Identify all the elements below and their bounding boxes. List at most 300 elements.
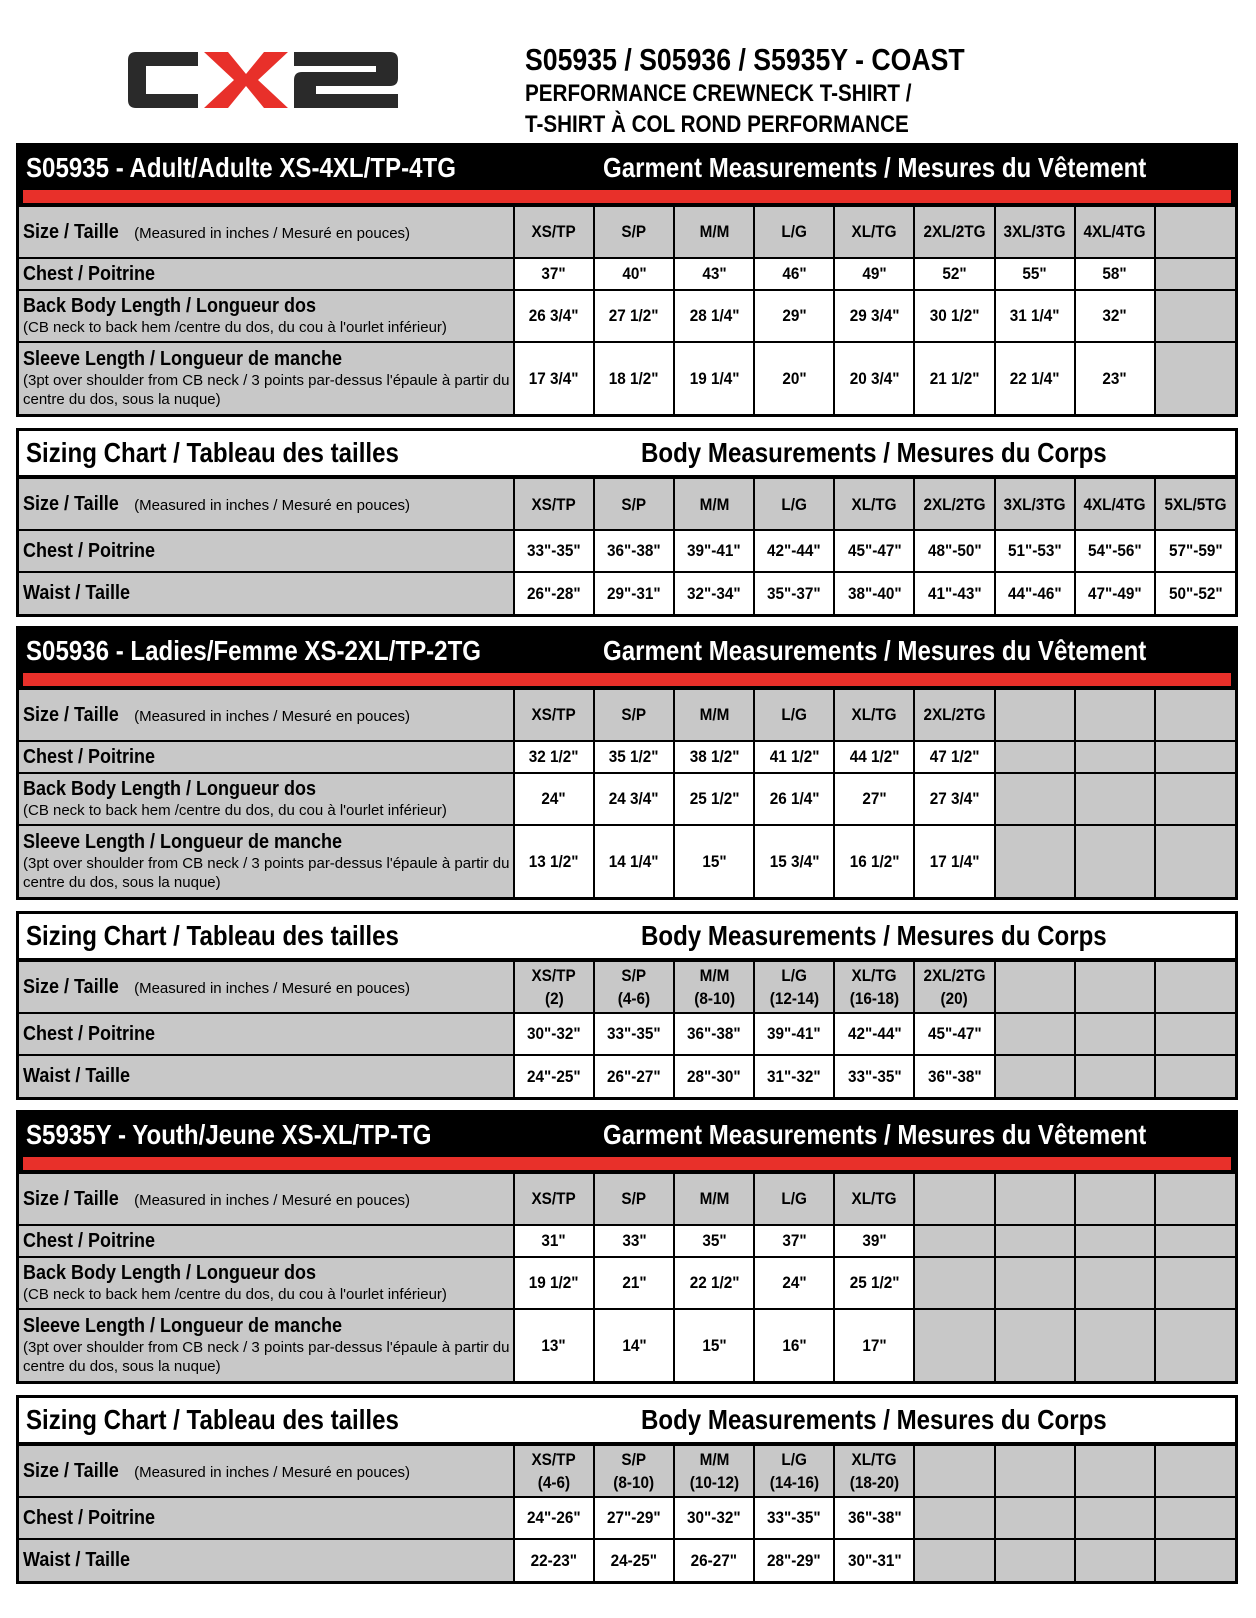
row-label: Waist / Taille	[23, 1065, 131, 1087]
table-cell	[754, 1445, 834, 1497]
row-header	[19, 1013, 514, 1055]
cell-value: 48"-50"	[927, 541, 982, 560]
table-cell	[514, 1055, 594, 1097]
cell-value: 14"	[621, 1335, 647, 1355]
row-header	[19, 478, 514, 530]
cell-value: L/G	[781, 966, 808, 985]
cell-value: S/P	[621, 222, 647, 241]
cell-value: 2XL/2TG	[923, 222, 986, 241]
table-cell	[594, 1497, 674, 1539]
row-note: (3pt over shoulder from CB neck / 3 points par-dessus l'épaule à partir du centre du dos, sous la nuque)	[23, 1339, 510, 1375]
cell-value: 29 3/4"	[849, 306, 900, 325]
garment-grid	[19, 205, 1235, 414]
table-row	[19, 773, 1235, 825]
table-cell	[514, 1539, 594, 1581]
table-row	[19, 530, 1235, 572]
table-cell	[834, 825, 914, 897]
table-cell	[754, 1173, 834, 1225]
table-cell	[834, 290, 914, 342]
row-label: Size / Taille	[23, 1187, 119, 1210]
table-cell	[674, 1497, 754, 1539]
table-cell	[914, 572, 994, 614]
table-cell	[514, 478, 594, 530]
cell-value: 38 1/2"	[689, 747, 740, 766]
table-cell	[1155, 258, 1235, 290]
body-table	[16, 428, 1238, 617]
table-cell	[754, 1055, 834, 1097]
cell-value: S/P	[621, 705, 647, 724]
cell-value: 16 1/2"	[849, 851, 900, 871]
cell-value: XL/TG	[851, 966, 897, 985]
row-label: Chest / Poitrine	[23, 1022, 156, 1045]
cell-value: XL/TG	[851, 1450, 897, 1469]
table-cell	[914, 258, 994, 290]
table-cell	[834, 530, 914, 572]
table-cell	[1155, 1225, 1235, 1257]
table-cell	[914, 1257, 994, 1309]
table-cell	[674, 1309, 754, 1381]
table-cell	[834, 572, 914, 614]
row-label: Waist / Taille	[23, 582, 131, 604]
table-cell	[514, 825, 594, 897]
cell-value: XS/TP	[531, 222, 577, 241]
table-cell	[995, 1173, 1075, 1225]
table-cell	[834, 1225, 914, 1257]
cell-value: S/P	[621, 966, 647, 985]
cell-value: 26"-28"	[527, 583, 581, 603]
table-cell	[834, 1173, 914, 1225]
cell-value: 30"-32"	[687, 1508, 742, 1527]
cell-value: 17 3/4"	[529, 368, 579, 388]
cell-value: 44 1/2"	[849, 747, 900, 766]
table-cell	[1155, 290, 1235, 342]
garment-table	[16, 1110, 1238, 1384]
table-cell	[1155, 961, 1235, 1013]
table-row	[19, 741, 1235, 773]
table-cell	[674, 1055, 754, 1097]
cell-value: 3XL/3TG	[1003, 494, 1066, 514]
cell-value: 50"-52"	[1168, 583, 1223, 603]
table-cell	[754, 1013, 834, 1055]
table-cell	[1075, 825, 1155, 897]
table-row	[19, 206, 1235, 258]
table-cell	[834, 342, 914, 414]
row-header	[19, 773, 514, 825]
cell-value: 33"-35"	[527, 541, 581, 560]
garment-table-title: S05935 - Adult/Adulte XS-4XL/TP-4TG	[26, 152, 456, 183]
table-cell	[914, 773, 994, 825]
cell-value: 35"-37"	[767, 583, 822, 603]
cell-value: 36"-38"	[687, 1024, 742, 1043]
table-cell	[594, 258, 674, 290]
cell-value: 52"	[942, 264, 967, 283]
table-cell	[995, 342, 1075, 414]
table-cell	[1075, 1013, 1155, 1055]
table-cell	[834, 1055, 914, 1097]
body-grid	[19, 1444, 1235, 1581]
cell-value: (8-10)	[613, 1473, 655, 1492]
row-header	[19, 1173, 514, 1225]
row-label: Chest / Poitrine	[23, 1506, 156, 1529]
garment-heading: Garment Measurements / Mesures du Vêtement	[603, 635, 1147, 666]
table-cell	[914, 1497, 994, 1539]
table-cell	[1155, 342, 1235, 414]
cell-value: 21"	[621, 1273, 647, 1292]
cell-value: 22 1/2"	[689, 1273, 740, 1292]
body-heading: Body Measurements / Mesures du Corps	[641, 1404, 1107, 1435]
cell-value: 18 1/2"	[609, 368, 659, 388]
garment-table	[16, 143, 1238, 417]
cell-value: 51"-53"	[1007, 541, 1062, 560]
table-cell	[995, 773, 1075, 825]
cell-value: 39"-41"	[687, 541, 742, 560]
table-cell	[995, 1013, 1075, 1055]
cell-value: 30"-31"	[847, 1550, 902, 1570]
table-row	[19, 478, 1235, 530]
cell-value: M/M	[699, 705, 730, 724]
row-header	[19, 961, 514, 1013]
table-cell	[594, 530, 674, 572]
garment-table-title: S05936 - Ladies/Femme XS-2XL/TP-2TG	[26, 635, 482, 666]
cell-value: 29"	[782, 306, 807, 325]
table-cell	[674, 572, 754, 614]
cell-value: 20 3/4"	[849, 368, 900, 388]
cell-value: 16"	[782, 1335, 807, 1355]
table-cell	[1075, 478, 1155, 530]
table-cell	[514, 689, 594, 741]
row-label: Waist / Taille	[23, 1549, 131, 1571]
body-table	[16, 911, 1238, 1100]
cell-value: 15"	[702, 851, 727, 871]
table-cell	[674, 478, 754, 530]
table-row	[19, 1225, 1235, 1257]
table-cell	[914, 741, 994, 773]
table-cell	[1075, 572, 1155, 614]
cell-value: XL/TG	[851, 222, 897, 241]
row-label: Size / Taille	[23, 220, 119, 243]
body-heading: Body Measurements / Mesures du Corps	[641, 437, 1107, 468]
table-cell	[594, 206, 674, 258]
cell-value: 13"	[541, 1335, 567, 1355]
cell-value: 24"-26"	[527, 1508, 581, 1527]
cell-value: 55"	[1022, 264, 1047, 283]
table-cell	[1155, 1497, 1235, 1539]
table-cell	[995, 1309, 1075, 1381]
table-cell	[514, 206, 594, 258]
table-cell	[1075, 530, 1155, 572]
cell-value: 25 1/2"	[849, 1273, 900, 1292]
table-cell	[1155, 1257, 1235, 1309]
cell-value: 33"-35"	[847, 1066, 902, 1086]
table-cell	[995, 290, 1075, 342]
cell-value: 2XL/2TG	[923, 494, 986, 514]
cell-value: M/M	[699, 494, 730, 514]
table-cell	[514, 741, 594, 773]
document-header	[525, 42, 1036, 140]
table-cell	[834, 206, 914, 258]
table-cell	[995, 1539, 1075, 1581]
row-label: Size / Taille	[23, 975, 119, 998]
row-header	[19, 206, 514, 258]
table-cell	[674, 1173, 754, 1225]
table-cell	[834, 961, 914, 1013]
cell-value: L/G	[781, 1189, 808, 1208]
cell-value: (2)	[544, 989, 564, 1008]
table-cell	[594, 1309, 674, 1381]
table-cell	[754, 741, 834, 773]
table-cell	[594, 290, 674, 342]
cell-value: XL/TG	[851, 1189, 897, 1208]
table-row	[19, 290, 1235, 342]
cell-value: 24"-25"	[527, 1066, 581, 1086]
table-cell	[834, 1257, 914, 1309]
cell-value: XL/TG	[851, 494, 897, 514]
sizing-chart-title: Sizing Chart / Tableau des tailles	[26, 920, 399, 951]
table-cell	[914, 342, 994, 414]
cell-value: 37"	[541, 264, 567, 283]
table-cell	[674, 342, 754, 414]
table-cell	[914, 206, 994, 258]
table-cell	[674, 825, 754, 897]
table-cell	[594, 1257, 674, 1309]
cell-value: (10-12)	[689, 1473, 739, 1492]
table-cell	[834, 1539, 914, 1581]
cell-value: XS/TP	[531, 705, 577, 724]
table-cell	[594, 1445, 674, 1497]
cell-value: 26-27"	[690, 1550, 738, 1570]
cell-value: 29"-31"	[607, 583, 661, 603]
garment-heading: Garment Measurements / Mesures du Vêtement	[603, 152, 1147, 183]
cell-value: 36"-38"	[927, 1066, 982, 1086]
table-cell	[995, 478, 1075, 530]
table-row	[19, 342, 1235, 414]
cell-value: 40"	[621, 264, 647, 283]
row-header	[19, 825, 514, 897]
table-cell	[594, 689, 674, 741]
cell-value: 43"	[702, 264, 727, 283]
cell-value: (18-20)	[849, 1473, 900, 1492]
row-note: (3pt over shoulder from CB neck / 3 points par-dessus l'épaule à partir du centre du dos, sous la nuque)	[23, 855, 510, 891]
cell-value: S/P	[621, 1450, 647, 1469]
cell-value: 26"-27"	[607, 1066, 661, 1086]
body-grid	[19, 477, 1235, 614]
table-cell	[914, 530, 994, 572]
cell-value: 42"-44"	[767, 541, 822, 560]
table-cell	[1075, 1173, 1155, 1225]
table-cell	[754, 342, 834, 414]
table-cell	[594, 572, 674, 614]
row-label: Size / Taille	[23, 492, 119, 515]
table-cell	[1155, 1309, 1235, 1381]
cell-value: 36"-38"	[607, 541, 661, 560]
cell-value: (20)	[940, 989, 969, 1008]
cell-value: 46"	[782, 264, 807, 283]
garment-grid	[19, 688, 1235, 897]
table-cell	[1155, 773, 1235, 825]
cell-value: (12-14)	[769, 989, 819, 1008]
cell-value: 17"	[862, 1335, 887, 1355]
cell-value: 28"-29"	[767, 1550, 822, 1570]
table-cell	[914, 1173, 994, 1225]
cell-value: 58"	[1102, 264, 1127, 283]
table-cell	[1155, 206, 1235, 258]
cell-value: L/G	[781, 1450, 808, 1469]
row-header	[19, 1445, 514, 1497]
cell-value: 54"-56"	[1087, 541, 1142, 560]
table-cell	[995, 530, 1075, 572]
cell-value: 15"	[702, 1335, 727, 1355]
table-cell	[754, 290, 834, 342]
cell-value: 41 1/2"	[769, 747, 820, 766]
table-cell	[834, 1309, 914, 1381]
table-cell	[834, 741, 914, 773]
product-title: S05935 / S05936 / S5935Y - COAST	[525, 42, 965, 77]
table-cell	[754, 1497, 834, 1539]
row-label: Size / Taille	[23, 1459, 119, 1482]
cell-value: L/G	[781, 222, 808, 241]
table-cell	[754, 689, 834, 741]
sizing-chart-title: Sizing Chart / Tableau des tailles	[26, 437, 399, 468]
cell-value: M/M	[699, 1450, 730, 1469]
row-note: (Measured in inches / Mesuré en pouces)	[134, 224, 411, 242]
row-header	[19, 1309, 514, 1381]
table-cell	[995, 961, 1075, 1013]
cell-value: 36"-38"	[847, 1508, 902, 1527]
table-cell	[914, 1539, 994, 1581]
body-table	[16, 1395, 1238, 1584]
table-cell	[514, 773, 594, 825]
table-cell	[1075, 206, 1155, 258]
table-cell	[594, 1539, 674, 1581]
row-label: Chest / Poitrine	[23, 745, 156, 768]
cell-value: (14-16)	[769, 1473, 819, 1492]
row-note: (Measured in inches / Mesuré en pouces)	[134, 979, 411, 997]
cx2-logo	[120, 48, 406, 112]
table-cell	[1155, 741, 1235, 773]
cell-value: M/M	[699, 222, 730, 241]
table-cell	[995, 1497, 1075, 1539]
table-cell	[834, 478, 914, 530]
cell-value: 31"-32"	[767, 1066, 822, 1086]
table-cell	[674, 1539, 754, 1581]
table-cell	[754, 1539, 834, 1581]
cell-value: 32"-34"	[687, 583, 742, 603]
table-cell	[754, 825, 834, 897]
row-header	[19, 1225, 514, 1257]
table-row	[19, 1013, 1235, 1055]
table-row	[19, 825, 1235, 897]
table-cell	[914, 290, 994, 342]
garment-heading: Garment Measurements / Mesures du Vêtement	[603, 1119, 1147, 1150]
table-cell	[1155, 572, 1235, 614]
cell-value: 41"-43"	[927, 583, 982, 603]
row-note: (Measured in inches / Mesuré en pouces)	[134, 496, 411, 514]
cell-value: 2XL/2TG	[923, 966, 986, 985]
table-cell	[1155, 530, 1235, 572]
table-cell	[514, 342, 594, 414]
table-cell	[1075, 258, 1155, 290]
cell-value: 32 1/2"	[529, 747, 579, 766]
cell-value: L/G	[781, 494, 808, 514]
cell-value: 32"	[1102, 306, 1127, 325]
row-label: Sleeve Length / Longueur de manche	[23, 1315, 343, 1337]
table-row	[19, 1497, 1235, 1539]
row-note: (Measured in inches / Mesuré en pouces)	[134, 1191, 411, 1209]
row-note: (Measured in inches / Mesuré en pouces)	[134, 1463, 411, 1481]
row-header	[19, 1497, 514, 1539]
row-note: (3pt over shoulder from CB neck / 3 points par-dessus l'épaule à partir du centre du dos, sous la nuque)	[23, 372, 510, 408]
cell-value: XS/TP	[531, 1189, 577, 1208]
cell-value: 35"	[702, 1231, 727, 1250]
table-cell	[594, 342, 674, 414]
cell-value: 23"	[1102, 368, 1127, 388]
table-cell	[514, 961, 594, 1013]
table-cell	[1155, 1013, 1235, 1055]
row-header	[19, 342, 514, 414]
row-header	[19, 741, 514, 773]
table-cell	[914, 1225, 994, 1257]
table-cell	[1075, 1225, 1155, 1257]
table-cell	[514, 1309, 594, 1381]
table-cell	[514, 572, 594, 614]
table-cell	[995, 1055, 1075, 1097]
table-row	[19, 1309, 1235, 1381]
table-row	[19, 1173, 1235, 1225]
cell-value: 21 1/2"	[929, 368, 980, 388]
red-band	[19, 1157, 1235, 1172]
cell-value: 42"-44"	[847, 1024, 902, 1043]
table-cell	[1155, 1055, 1235, 1097]
table-cell	[674, 530, 754, 572]
table-cell	[995, 689, 1075, 741]
table-cell	[914, 825, 994, 897]
table-cell	[514, 1013, 594, 1055]
row-header	[19, 1539, 514, 1581]
table-cell	[514, 530, 594, 572]
table-cell	[834, 1445, 914, 1497]
table-cell	[754, 1257, 834, 1309]
cell-value: XS/TP	[531, 966, 577, 985]
table-cell	[754, 1309, 834, 1381]
cell-value: 24-25"	[610, 1550, 658, 1570]
table-cell	[1155, 478, 1235, 530]
cell-value: 27"	[862, 789, 887, 808]
table-cell	[1075, 1257, 1155, 1309]
table-cell	[995, 1225, 1075, 1257]
table-cell	[674, 206, 754, 258]
row-label: Back Body Length / Longueur dos	[23, 295, 317, 317]
cell-value: 49"	[862, 264, 887, 283]
cell-value: 47"-49"	[1087, 583, 1142, 603]
cell-value: 57"-59"	[1168, 541, 1223, 560]
table-cell	[674, 741, 754, 773]
row-label: Back Body Length / Longueur dos	[23, 778, 317, 800]
cell-value: 14 1/4"	[609, 851, 659, 871]
table-cell	[754, 773, 834, 825]
cell-value: 20"	[782, 368, 807, 388]
cell-value: 13 1/2"	[529, 851, 579, 871]
table-cell	[914, 478, 994, 530]
table-cell	[594, 961, 674, 1013]
table-cell	[914, 1309, 994, 1381]
table-cell	[995, 741, 1075, 773]
row-label: Chest / Poitrine	[23, 262, 156, 285]
table-cell	[1075, 773, 1155, 825]
row-header	[19, 258, 514, 290]
table-cell	[995, 1445, 1075, 1497]
cell-value: 15 3/4"	[769, 851, 820, 871]
cell-value: M/M	[699, 1189, 730, 1208]
